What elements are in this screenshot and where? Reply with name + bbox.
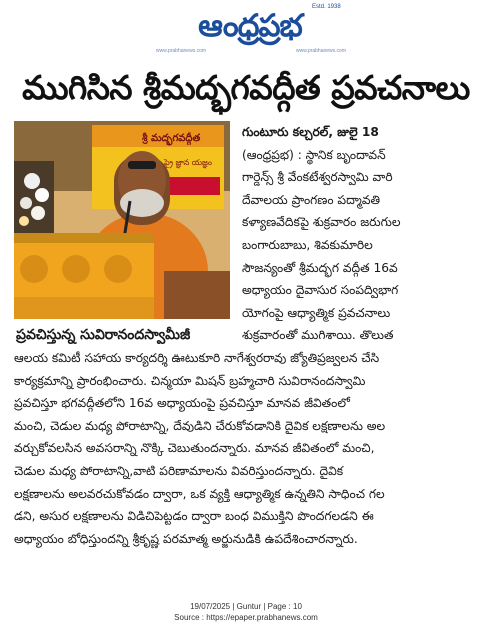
masthead-url-right: www.prabhanews.com (295, 48, 346, 54)
photo-banner-title: శ్రీ మద్భగవద్గీత (142, 133, 201, 144)
article-line: శుక్రవారంతో ముగిశాయి. తొలుత (242, 328, 394, 343)
article-line: యోగంపై ఆధ్యాత్మిక ప్రవచనాలు (242, 305, 391, 320)
edition-info: 19/07/2025 | Guntur | Page : 10 (190, 602, 302, 611)
page-footer (0, 601, 492, 623)
article-line: చెడుల మధ్య పోరాటాన్ని,వాటి పరిణామాలను వివరిస్తుందన్నారు. దైవిక (14, 463, 344, 478)
masthead (150, 4, 350, 56)
source-link[interactable]: Source : https://epaper.prabhanews.com (174, 613, 318, 622)
article-line: (ఆంధ్రప్రభ) : స్థానిక బృందావన్ (242, 147, 386, 162)
article-line: సౌజన్యంతో శ్రీమద్భగ వద్గీత 16వ (242, 260, 398, 275)
article-headline: ముగిసిన శ్రీమద్భగవద్గీత ప్రవచనాలు (22, 68, 470, 107)
speaker-photo-illustration (14, 121, 230, 319)
article-side-column (242, 121, 480, 347)
article-line: దేవాలయ ప్రాంగణం పద్మావతి (242, 192, 381, 207)
article-line: ప్రవచిస్తూ భగవద్గీతలోని 16వ అధ్యాయంపై ప్రవచిస్తూ మానవ జీవితంలో (14, 396, 350, 411)
article-line: కార్యక్రమాన్ని ప్రారంభించారు. చిన్మయా మిషన్ బ్రహ్మచారి సువిరానందస్వామి (14, 373, 366, 388)
article-line: డని, అసుర లక్షణాలను విడిచిపెట్టడం ద్వారా బంధ విముక్తిని పొందగలడని ఈ (14, 509, 374, 524)
masthead-established: Estd. 1938 (312, 4, 341, 10)
article-dateline: గుంటూరు కల్చరల్, జులై 18 (242, 125, 379, 139)
article-photo (14, 121, 230, 319)
article-line: లక్షణాలను అలవరచుకోవడం ద్వారా, ఒక వ్యక్తి ఆధ్యాత్మిక ఉన్నతిని సాధించ గల (14, 486, 385, 501)
photo-banner-sub: ప్రై జ్ఞాన యజ్ఞం (164, 158, 212, 167)
article-line: బంగారుబాబు, శివకుమారిల (242, 237, 373, 252)
article-line: గార్డెన్స్ శ్రీ వేంకటేశ్వరస్వామి వారి (242, 170, 393, 185)
photo-caption: ప్రవచిస్తున్న సువిరానందస్వామీజీ (16, 327, 191, 343)
article-line: కళ్యాణవేదికపై శుక్రవారం జరుగుల (242, 215, 401, 230)
article-line: మంచి, చెడుల మధ్య పోరాటాన్ని, దేవుడిని చేరుకోవడానికి దైవిక లక్షణాలను అల (14, 418, 386, 433)
article-body (14, 347, 480, 550)
masthead-url-left: www.prabhanews.com (156, 48, 207, 54)
article-line: అధ్యాయం దైవాసుర సంపద్విభాగ (242, 283, 399, 298)
masthead-urls (156, 48, 346, 56)
article-line: ఆలయ కమిటీ సహాయ కార్యదర్శి ఊటుకూరి నాగేశ్వరరావు జ్యోతిప్రజ్వలన చేసి (14, 351, 380, 365)
article-line: అధ్యాయం బోధిస్తుందన్ని శ్రీకృష్ణ పరమాత్మ అర్జునుడికి ఉపదేశించారన్నారు. (14, 531, 358, 546)
newspaper-logo: ఆంధ్రప్రభ (198, 8, 302, 44)
article-line: వర్చుకోవలసిన అవసరాన్ని నొక్కి చెబుతుందన్నారు. మానవ జీవితంలో మంచి, (14, 441, 375, 456)
